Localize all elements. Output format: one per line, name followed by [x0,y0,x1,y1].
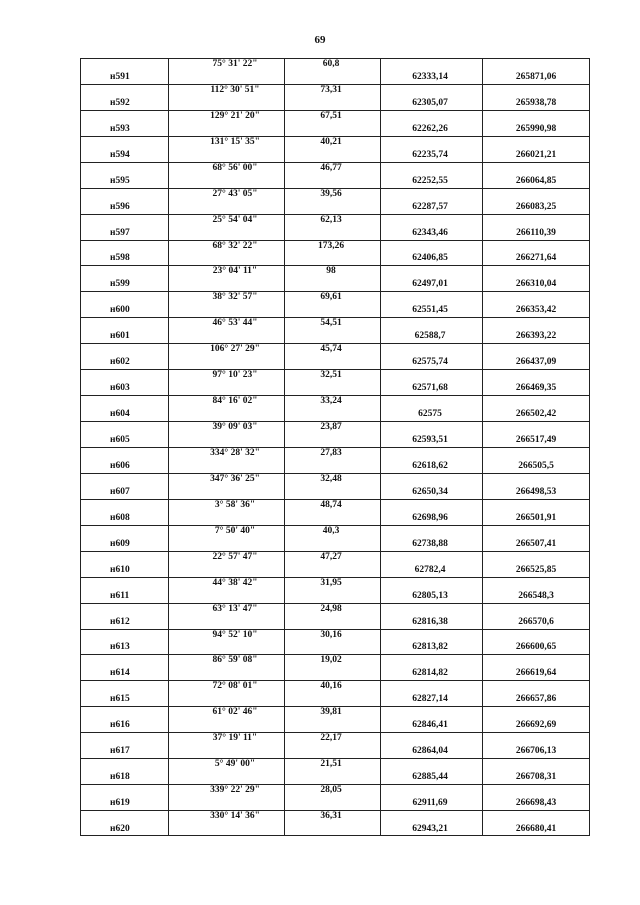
point-label: н597 [110,227,130,238]
segment-length: 31,95 [320,577,342,588]
y-coordinate: 266517,49 [515,435,557,446]
y-coordinate: 265871,06 [515,71,557,82]
direction-angle: 94° 52' 10" [212,629,258,640]
direction-angle: 68° 32' 22" [212,240,258,251]
segment-length: 27,83 [320,447,342,458]
segment-row [80,447,590,460]
segment-length: 48,74 [320,499,342,510]
x-coordinate: 62571,68 [412,383,448,394]
x-coordinate: 62497,01 [412,279,448,290]
x-coordinate: 62618,62 [412,460,448,471]
y-coordinate: 266498,53 [515,486,557,497]
segment-row [80,551,590,564]
point-row [80,175,590,188]
segment-length: 36,31 [320,811,342,822]
point-row [80,693,590,706]
direction-angle: 106° 27' 29" [210,344,260,355]
segment-length: 19,02 [320,655,342,666]
x-coordinate: 62816,38 [412,616,448,627]
segment-length: 32,48 [320,473,342,484]
y-coordinate: 266021,21 [515,149,557,160]
point-row [80,330,590,343]
y-coordinate: 266600,65 [515,642,557,653]
x-coordinate: 62814,82 [412,668,448,679]
point-row [80,356,590,369]
point-label: н613 [110,642,130,653]
y-coordinate: 266505,5 [518,460,554,471]
segment-length: 46,77 [320,162,342,173]
segment-length: 30,16 [320,629,342,640]
point-row [80,486,590,499]
point-label: н612 [110,616,130,627]
direction-angle: 339° 22' 29" [210,785,260,796]
point-row [80,564,590,577]
segment-length: 23,87 [320,422,342,433]
segment-row [80,603,590,616]
segment-length: 60,8 [322,58,340,69]
direction-angle: 3° 58' 36" [214,499,256,510]
segment-row [80,58,590,71]
direction-angle: 75° 31' 22" [212,58,258,69]
point-label: н607 [110,486,130,497]
segment-length: 40,3 [322,525,340,536]
point-label: н606 [110,460,130,471]
y-coordinate: 266271,64 [515,253,557,264]
x-coordinate: 62738,88 [412,538,448,549]
x-coordinate: 62805,13 [412,590,448,601]
segment-length: 73,31 [320,84,342,95]
y-coordinate: 265990,98 [515,123,557,134]
coordinates-table [80,58,590,836]
direction-angle: 334° 28' 32" [210,447,260,458]
x-coordinate: 62575,74 [412,357,448,368]
point-row [80,538,590,551]
direction-angle: 131° 15' 35" [210,136,260,147]
segment-row [80,706,590,719]
segment-row [80,369,590,382]
direction-angle: 5° 49' 00" [214,759,256,770]
segment-row [80,525,590,538]
x-coordinate: 62650,34 [412,486,448,497]
point-label: н605 [110,435,130,446]
y-coordinate: 266501,91 [515,512,557,523]
direction-angle: 38° 32' 57" [212,292,258,303]
y-coordinate: 266619,64 [515,668,557,679]
x-coordinate: 62864,04 [412,746,448,757]
segment-row [80,162,590,175]
segment-row [80,214,590,227]
y-coordinate: 266110,39 [516,227,556,238]
segment-length: 62,13 [320,214,342,225]
direction-angle: 347° 36' 25" [210,473,260,484]
point-label: н618 [110,772,130,783]
x-coordinate: 62943,21 [412,824,448,835]
point-row [80,71,590,84]
segment-row [80,421,590,434]
x-coordinate: 62262,26 [412,123,448,134]
y-coordinate: 266706,13 [515,746,557,757]
segment-row [80,110,590,123]
x-coordinate: 62551,45 [412,305,448,316]
segment-length: 21,51 [320,759,342,770]
segment-length: 24,98 [320,603,342,614]
point-label: н614 [110,668,130,679]
segment-row [80,188,590,201]
x-coordinate: 62782,4 [414,564,446,575]
segment-length: 33,24 [320,396,342,407]
segment-length: 54,51 [320,318,342,329]
segment-row [80,343,590,356]
y-coordinate: 266525,85 [515,564,557,575]
x-coordinate: 62575 [418,409,442,420]
point-row [80,590,590,603]
point-label: н615 [110,694,130,705]
point-row [80,97,590,110]
y-coordinate: 266548,3 [518,590,554,601]
point-label: н596 [110,201,130,212]
y-coordinate: 266310,04 [515,279,557,290]
point-label: н591 [110,71,130,82]
x-coordinate: 62588,7 [414,331,446,342]
point-label: н611 [110,590,130,601]
x-coordinate: 62813,82 [412,642,448,653]
direction-angle: 63° 13' 47" [212,603,258,614]
segment-length: 98 [326,266,336,277]
point-row [80,434,590,447]
segment-row [80,680,590,693]
direction-angle: 25° 54' 04" [212,214,258,225]
point-label: н616 [110,720,130,731]
segment-row [80,395,590,408]
point-row [80,252,590,265]
y-coordinate: 266507,41 [515,538,557,549]
direction-angle: 97° 10' 23" [212,370,258,381]
x-coordinate: 62593,51 [412,435,448,446]
segment-row [80,473,590,486]
direction-angle: 27° 43' 05" [212,188,258,199]
point-row [80,382,590,395]
point-label: н598 [110,253,130,264]
point-label: н609 [110,538,130,549]
point-label: н602 [110,357,130,368]
direction-angle: 61° 02' 46" [212,707,258,718]
x-coordinate: 62406,85 [412,253,448,264]
x-coordinate: 62911,69 [412,798,448,809]
segment-row [80,136,590,149]
point-row [80,408,590,421]
segment-length: 39,56 [320,188,342,199]
direction-angle: 7° 50' 40" [214,525,256,536]
x-coordinate: 62343,46 [412,227,448,238]
y-coordinate: 266064,85 [515,175,557,186]
x-coordinate: 62287,57 [412,201,448,212]
point-row [80,797,590,810]
x-coordinate: 62235,74 [412,149,448,160]
direction-angle: 44° 38' 42" [212,577,258,588]
point-label: н610 [110,564,130,575]
point-row [80,227,590,240]
point-row [80,667,590,680]
point-label: н595 [110,175,130,186]
segment-row [80,654,590,667]
y-coordinate: 265938,78 [515,97,557,108]
point-label: н604 [110,409,130,420]
segment-row [80,732,590,745]
y-coordinate: 266698,43 [515,798,557,809]
segment-row [80,265,590,278]
segment-row [80,758,590,771]
direction-angle: 46° 53' 44" [212,318,258,329]
page-number: 69 [314,34,326,46]
y-coordinate: 266393,22 [515,331,557,342]
point-label: н617 [110,746,130,757]
direction-angle: 72° 08' 01" [212,681,258,692]
segment-length: 47,27 [320,551,342,562]
y-coordinate: 266353,42 [515,305,557,316]
y-coordinate: 266570,6 [518,616,554,627]
segment-length: 67,51 [320,110,342,121]
x-coordinate: 62885,44 [412,772,448,783]
segment-length: 22,17 [320,733,342,744]
y-coordinate: 266083,25 [515,201,557,212]
point-row [80,745,590,758]
segment-row [80,629,590,642]
segment-row [80,291,590,304]
point-row [80,304,590,317]
y-coordinate: 266692,69 [515,720,557,731]
point-label: н601 [110,331,130,342]
point-label: н599 [110,279,130,290]
point-row [80,460,590,473]
point-row [80,201,590,214]
y-coordinate: 266437,09 [515,357,557,368]
segment-length: 69,61 [320,292,342,303]
segment-length: 39,81 [320,707,342,718]
direction-angle: 84° 16' 02" [212,396,258,407]
x-coordinate: 62252,55 [412,175,448,186]
segment-length: 32,51 [320,370,342,381]
point-row [80,641,590,654]
direction-angle: 86° 59' 08" [212,655,258,666]
segment-row [80,499,590,512]
x-coordinate: 62333,14 [412,71,448,82]
point-label: н620 [110,824,130,835]
point-label: н592 [110,97,130,108]
point-label: н594 [110,149,130,160]
direction-angle: 23° 04' 11" [212,266,258,277]
segment-row [80,577,590,590]
x-coordinate: 62698,96 [412,512,448,523]
point-label: н600 [110,305,130,316]
direction-angle: 37° 19' 11" [212,733,258,744]
point-row [80,278,590,291]
direction-angle: 39° 09' 03" [212,422,258,433]
segment-row [80,784,590,797]
segment-length: 40,21 [320,136,342,147]
segment-length: 40,16 [320,681,342,692]
point-label: н608 [110,512,130,523]
direction-angle: 129° 21' 20" [210,110,260,121]
y-coordinate: 266657,86 [515,694,557,705]
direction-angle: 68° 56' 00" [212,162,258,173]
y-coordinate: 266708,31 [515,772,557,783]
point-row [80,616,590,629]
point-row [80,123,590,136]
segment-length: 173,26 [317,240,345,251]
segment-row [80,810,590,823]
y-coordinate: 266469,35 [515,383,557,394]
segment-length: 28,05 [320,785,342,796]
x-coordinate: 62305,07 [412,97,448,108]
segment-row [80,317,590,330]
point-row [80,823,590,836]
y-coordinate: 266680,41 [515,824,557,835]
point-row [80,149,590,162]
point-row [80,719,590,732]
point-row [80,771,590,784]
segment-row [80,240,590,253]
y-coordinate: 266502,42 [515,409,557,420]
point-row [80,512,590,525]
direction-angle: 112° 30' 51" [210,84,260,95]
point-label: н619 [110,798,130,809]
point-label: н603 [110,383,130,394]
x-coordinate: 62846,41 [412,720,448,731]
x-coordinate: 62827,14 [412,694,448,705]
direction-angle: 22° 57' 47" [212,551,258,562]
segment-length: 45,74 [320,344,342,355]
direction-angle: 330° 14' 36" [210,811,260,822]
point-label: н593 [110,123,130,134]
segment-row [80,84,590,97]
